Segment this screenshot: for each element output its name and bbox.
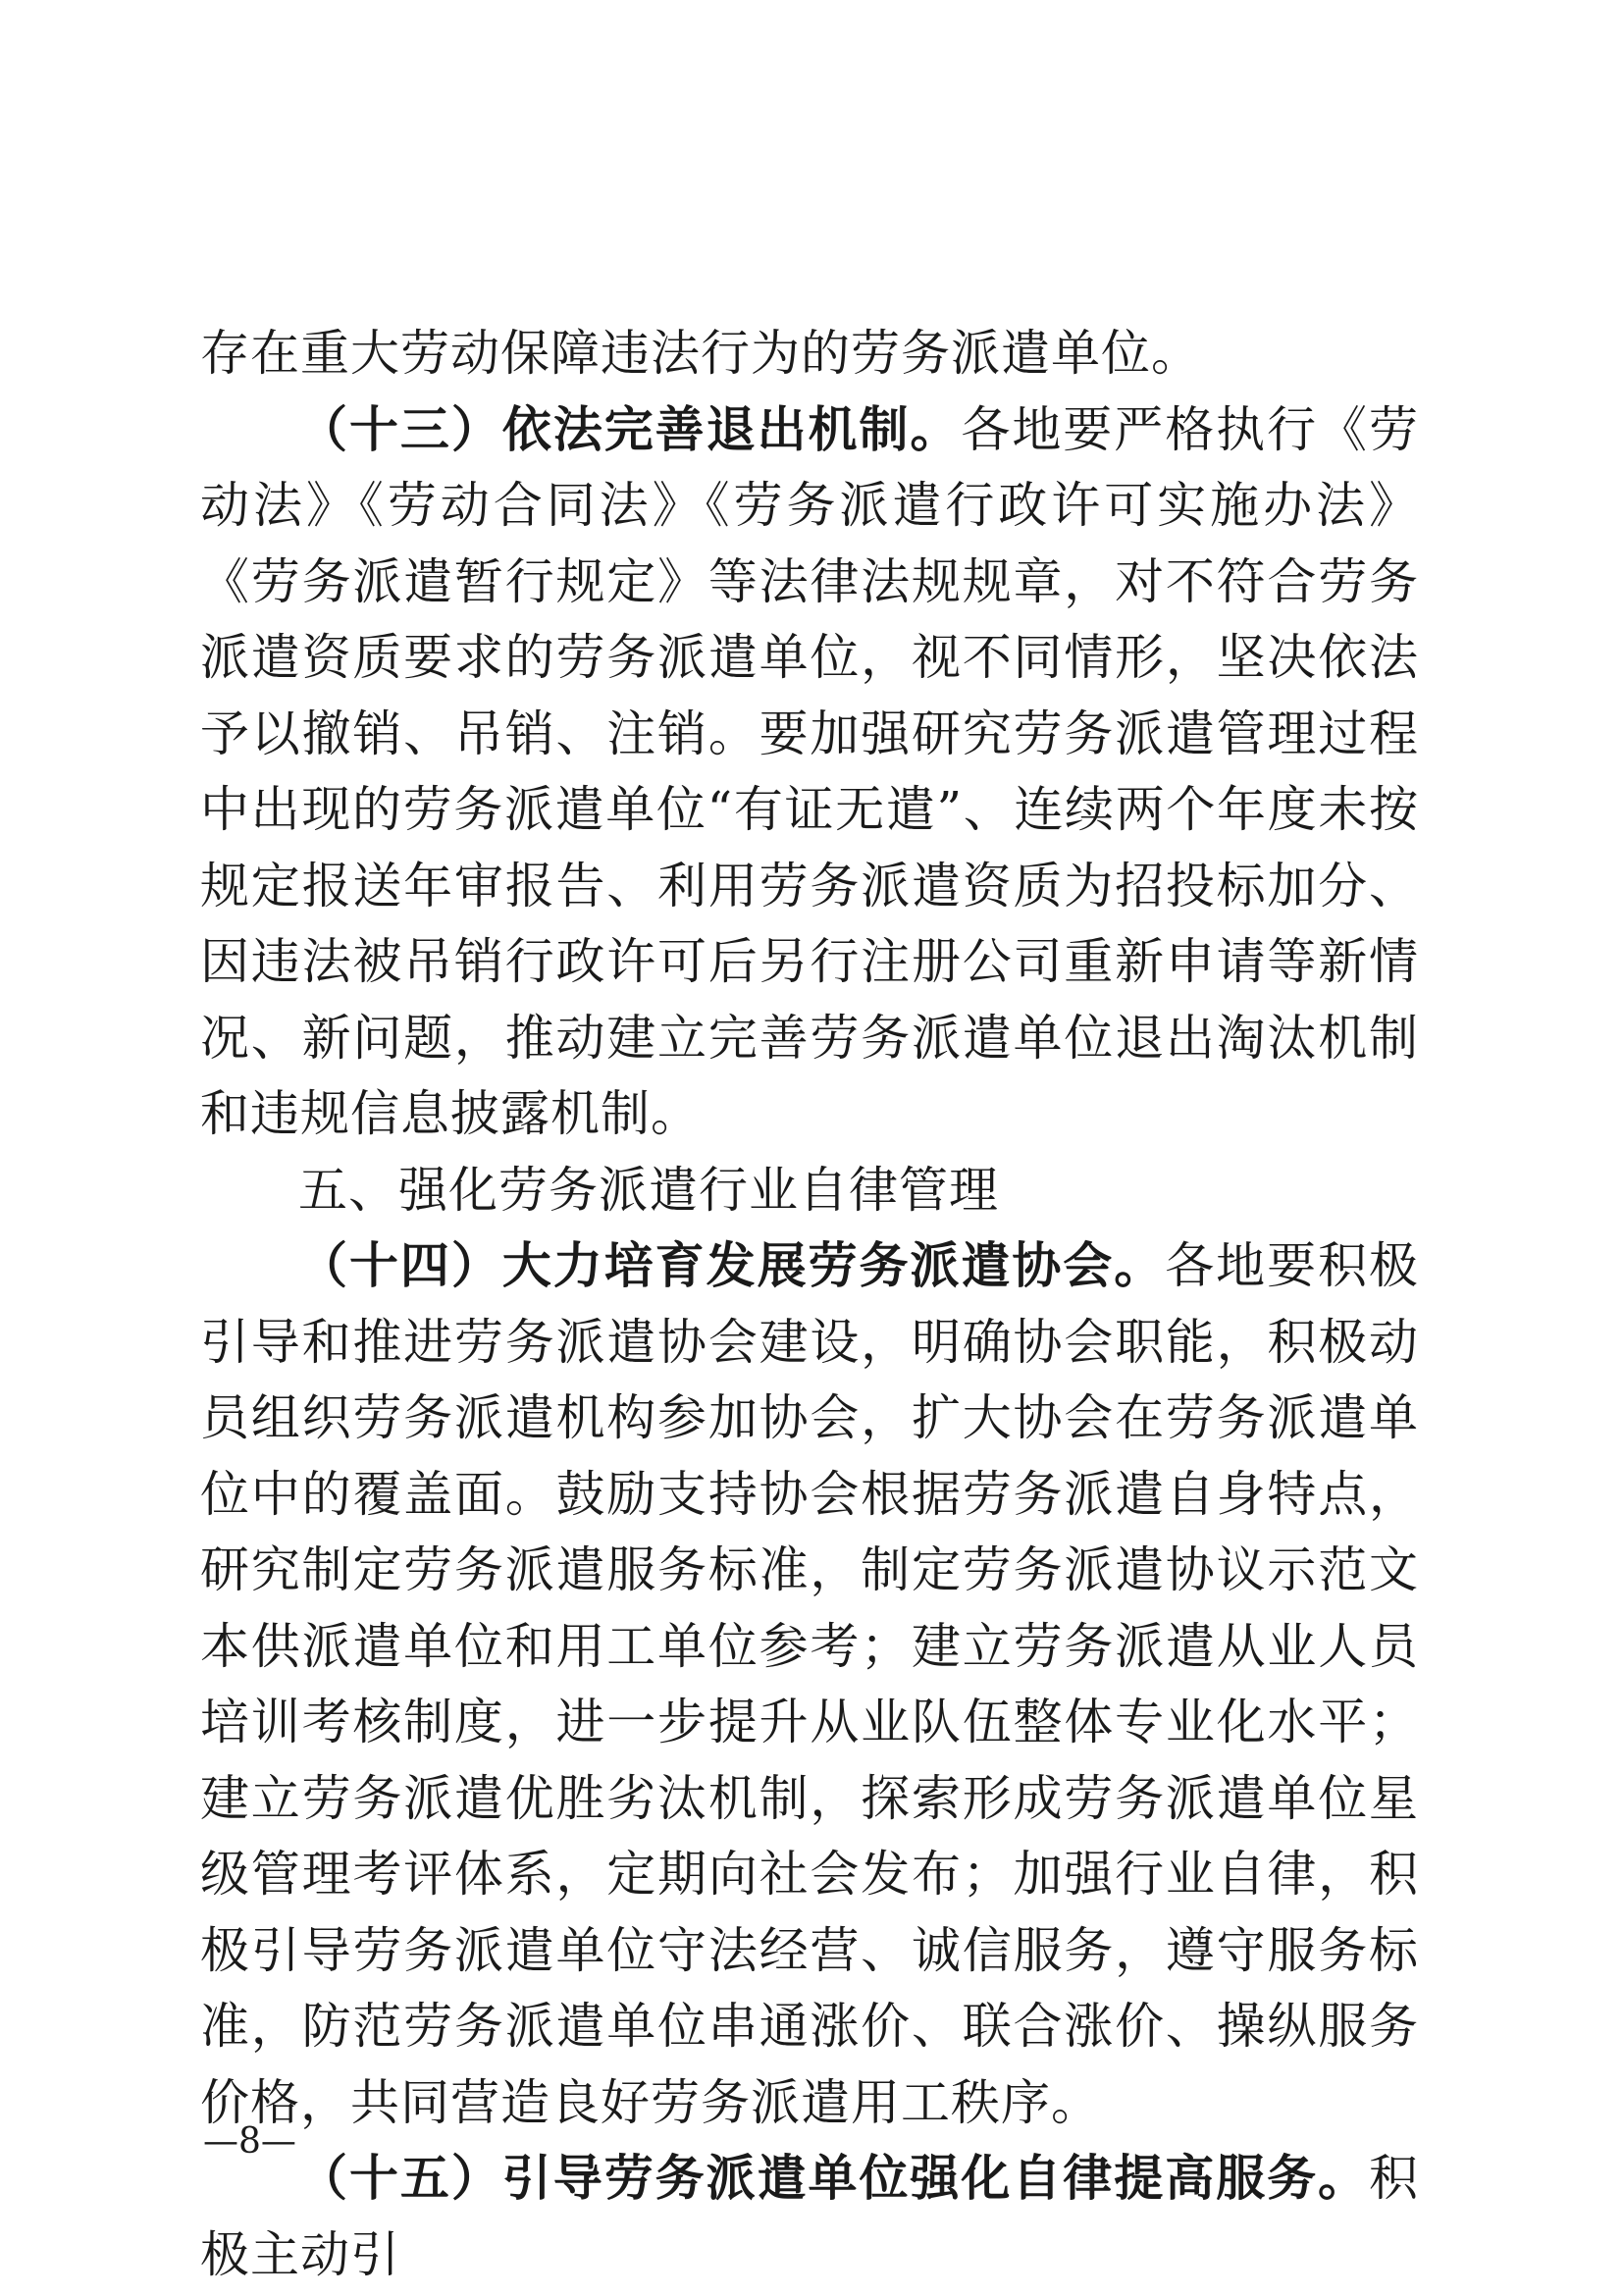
paragraph-item-15 <box>200 2141 1419 2293</box>
section-heading-5: 五、强化劳务派遣行业自律管理 <box>298 1161 999 1219</box>
item-heading: （十五）引导劳务派遣单位强化自律提高服务。 <box>298 2150 1369 2207</box>
item-heading: （十四）大力培育发展劳务派遣协会。 <box>298 1237 1166 1294</box>
paragraph-text: 存在重大劳动保障违法行为的劳务派遣单位。 <box>200 325 1201 382</box>
page-number: —8— <box>203 2121 296 2162</box>
paragraph-text: 各地要积极引导和推进劳务派遣协会建设，明确协会职能，积极动员组织劳务派遣机构参加协会，扩大协会在劳务派遣单位中的覆盖面。鼓励支持协会根据劳务派遣自身特点，研究制定劳务派遣服务标准，制定劳务派遣协议示范文本供派遣单位和用工单位参考；建立劳务派遣从业人员培训考核制度，进一步提升从业队伍整体专业化水平；建立劳务派遣优胜劣汰机制，探索形成劳务派遣单位星级管理考评体系，定期向社会发布；加强行业自律，积极引导劳务派遣单位守法经营、诚信服务，遵守服务标准，防范劳务派遣单位串通涨价、联合涨价、操纵服务价格，共同营造良好劳务派遣用工秩序。 <box>200 1237 1420 2131</box>
paragraph-item-13 <box>200 392 1419 1153</box>
paragraph-item-14 <box>200 1228 1419 2141</box>
paragraph-text: 积极主动引 <box>200 2150 1419 2283</box>
item-heading: （十三）依法完善退出机制。 <box>298 400 962 458</box>
document-body <box>200 316 1419 2293</box>
paragraph-text: 各地要严格执行《劳动法》《劳动合同法》《劳务派遣行政许可实施办法》《劳务派遣暂行规定》等法律法规规章，对不符合劳务派遣资质要求的劳务派遣单位，视不同情形，坚决依法予以撤销、吊销、注销。要加强研究劳务派遣管理过程中出现的劳务派遣单位“有证无遣”、连续两个年度未按规定报送年审报告、利用劳务派遣资质为招投标加分、因违法被吊销行政许可后另行注册公司重新申请等新情况、新问题，推动建立完善劳务派遣单位退出淘汰机制和违规信息披露机制。 <box>200 400 1420 1142</box>
paragraph-continuation <box>200 316 1419 392</box>
